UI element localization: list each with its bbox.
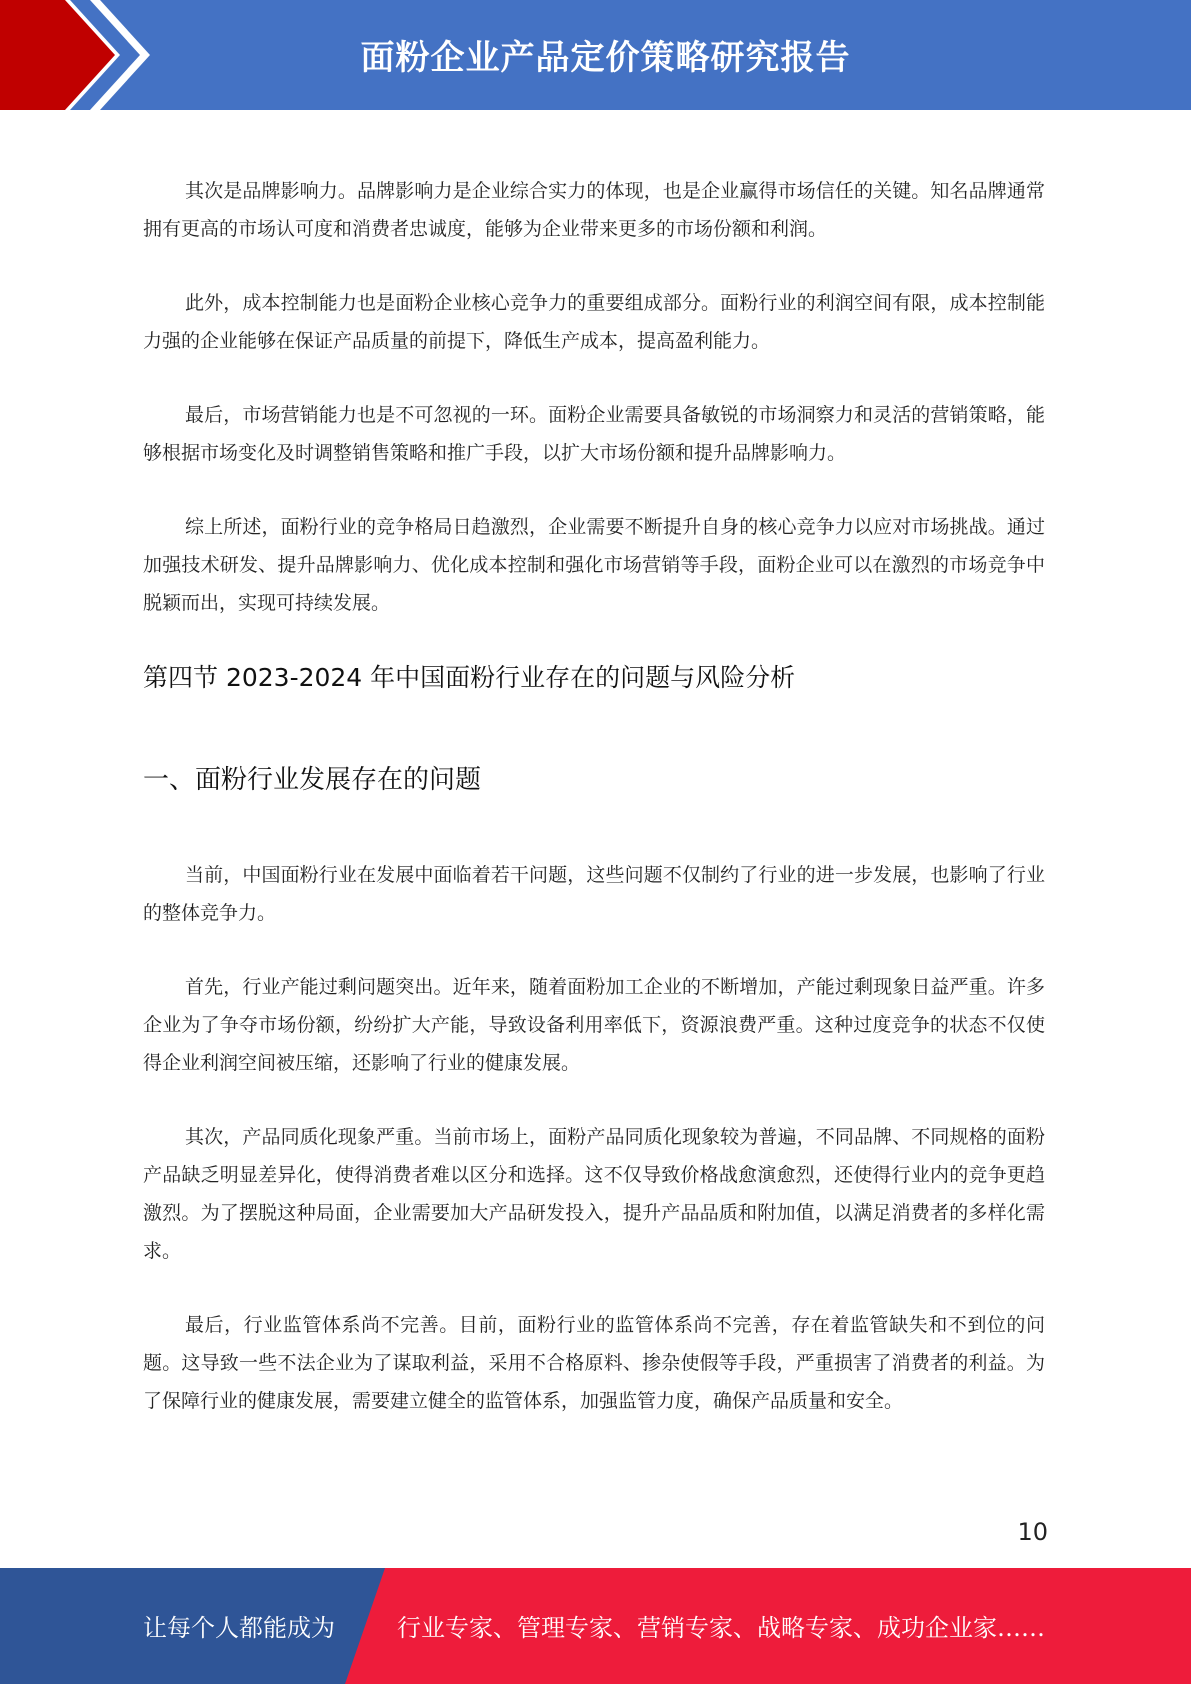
page-footer	[0, 1568, 1191, 1684]
sub-heading: 一、面粉行业发展存在的问题	[143, 765, 482, 795]
section-heading: 第四节 2023-2024 年中国面粉行业存在的问题与风险分析	[143, 663, 796, 692]
page-number: 10	[1017, 1518, 1048, 1546]
paragraph: 此外，成本控制能力也是面粉企业核心竞争力的重要组成部分。面粉行业的利润空间有限，成本控制能力强的企业能够在保证产品质量的前提下，降低生产成本，提高盈利能力。	[143, 292, 1045, 352]
paragraph: 最后，市场营销能力也是不可忽视的一环。面粉企业需要具备敏锐的市场洞察力和灵活的营销策略，能够根据市场变化及时调整销售策略和推广手段，以扩大市场份额和提升品牌影响力。	[143, 404, 1045, 464]
paragraph: 综上所述，面粉行业的竞争格局日趋激烈，企业需要不断提升自身的核心竞争力以应对市场挑战。通过加强技术研发、提升品牌影响力、优化成本控制和强化市场营销等手段，面粉企业可以在激烈的市场竞争中脱颖而出，实现可持续发展。	[143, 516, 1045, 614]
report-title: 面粉企业产品定价策略研究报告	[360, 38, 851, 78]
paragraph: 首先，行业产能过剩问题突出。近年来，随着面粉加工企业的不断增加，产能过剩现象日益严重。许多企业为了争夺市场份额，纷纷扩大产能，导致设备利用率低下，资源浪费严重。这种过度竞争的状态不仅使得企业利润空间被压缩，还影响了行业的健康发展。	[143, 976, 1045, 1074]
page-header	[0, 0, 1191, 110]
footer-slogan-right: 行业专家、管理专家、营销专家、战略专家、成功企业家……	[397, 1614, 1045, 1642]
paragraph: 其次，产品同质化现象严重。当前市场上，面粉产品同质化现象较为普遍，不同品牌、不同规格的面粉产品缺乏明显差异化，使得消费者难以区分和选择。这不仅导致价格战愈演愈烈，还使得行业内的竞争更趋激烈。为了摆脱这种局面，企业需要加大产品研发投入，提升产品品质和附加值，以满足消费者的多样化需求。	[143, 1126, 1045, 1262]
paragraph: 最后，行业监管体系尚不完善。目前，面粉行业的监管体系尚不完善，存在着监管缺失和不到位的问题。这导致一些不法企业为了谋取利益，采用不合格原料、掺杂使假等手段，严重损害了消费者的利益。为了保障行业的健康发展，需要建立健全的监管体系，加强监管力度，确保产品质量和安全。	[143, 1314, 1045, 1412]
paragraph: 当前，中国面粉行业在发展中面临着若干问题，这些问题不仅制约了行业的进一步发展，也影响了行业的整体竞争力。	[143, 864, 1045, 924]
main-content	[143, 172, 1045, 1456]
footer-slogan-left: 让每个人都能成为	[143, 1614, 335, 1642]
paragraph: 其次是品牌影响力。品牌影响力是企业综合实力的体现，也是企业赢得市场信任的关键。知名品牌通常拥有更高的市场认可度和消费者忠诚度，能够为企业带来更多的市场份额和利润。	[143, 180, 1045, 240]
